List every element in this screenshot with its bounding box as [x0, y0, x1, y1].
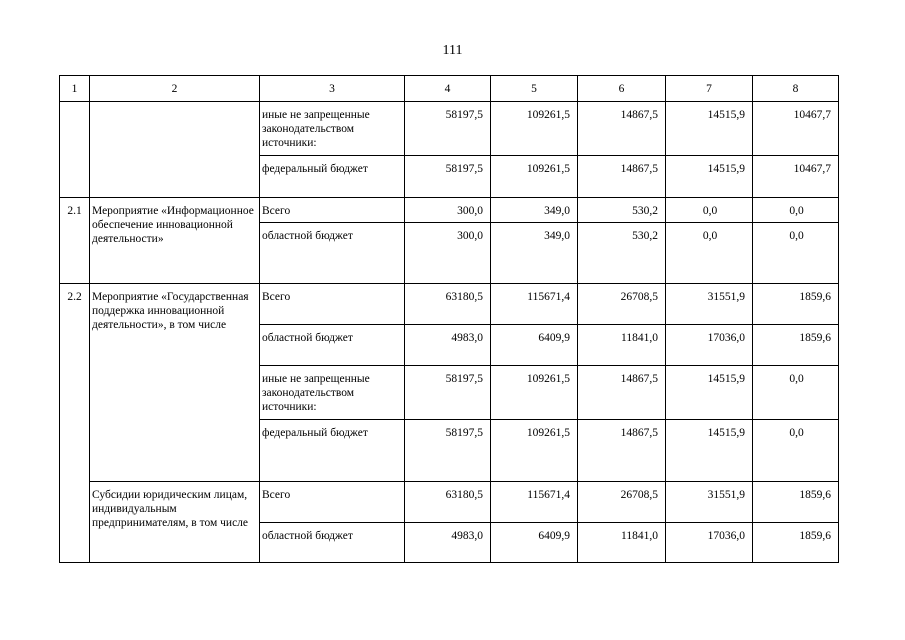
value-cell: 14867,5: [578, 156, 666, 198]
source-label: областной бюджет: [260, 325, 405, 366]
event-cell: Мероприятие «Государственная поддержка инновационной деятельности», в том числе: [90, 284, 260, 482]
page-number: 111: [442, 43, 463, 58]
value-cell: 1859,6: [753, 325, 839, 366]
source-label: областной бюджет: [260, 523, 405, 563]
value-cell: 6409,9: [491, 523, 578, 563]
column-header: 2: [90, 76, 260, 102]
value-cell: 0,0: [753, 420, 839, 482]
value-cell: 109261,5: [491, 102, 578, 156]
table-row: [60, 102, 839, 156]
value-cell: 1859,6: [753, 523, 839, 563]
value-cell: 109261,5: [491, 366, 578, 420]
column-header: 7: [666, 76, 753, 102]
source-label: областной бюджет: [260, 223, 405, 284]
budget-table: [59, 75, 839, 563]
value-cell: 14867,5: [578, 366, 666, 420]
value-cell: 109261,5: [491, 156, 578, 198]
source-label: федеральный бюджет: [260, 420, 405, 482]
value-cell: 63180,5: [405, 482, 491, 523]
value-cell: 11841,0: [578, 325, 666, 366]
value-cell: 10467,7: [753, 156, 839, 198]
column-header: 5: [491, 76, 578, 102]
value-cell: 0,0: [753, 198, 839, 223]
value-cell: 1859,6: [753, 284, 839, 325]
value-cell: 58197,5: [405, 102, 491, 156]
row-number-cell: 2.2: [60, 284, 90, 563]
value-cell: 115671,4: [491, 284, 578, 325]
table-row: [60, 482, 839, 523]
value-cell: 349,0: [491, 223, 578, 284]
source-label: иные не запрещенные законодательством источники:: [260, 366, 405, 420]
event-cell: [90, 102, 260, 198]
value-cell: 58197,5: [405, 156, 491, 198]
value-cell: 14867,5: [578, 420, 666, 482]
value-cell: 14515,9: [666, 366, 753, 420]
value-cell: 14515,9: [666, 156, 753, 198]
value-cell: 63180,5: [405, 284, 491, 325]
row-number-cell: 2.1: [60, 198, 90, 284]
column-header: 4: [405, 76, 491, 102]
value-cell: 14515,9: [666, 420, 753, 482]
table-row: [60, 198, 839, 223]
value-cell: 17036,0: [666, 523, 753, 563]
value-cell: 109261,5: [491, 420, 578, 482]
value-cell: 300,0: [405, 198, 491, 223]
value-cell: 10467,7: [753, 102, 839, 156]
value-cell: 0,0: [666, 223, 753, 284]
value-cell: 530,2: [578, 198, 666, 223]
column-header: 6: [578, 76, 666, 102]
value-cell: 300,0: [405, 223, 491, 284]
value-cell: 4983,0: [405, 523, 491, 563]
column-header: 1: [60, 76, 90, 102]
value-cell: 31551,9: [666, 482, 753, 523]
value-cell: 14515,9: [666, 102, 753, 156]
value-cell: 31551,9: [666, 284, 753, 325]
table-row: [60, 284, 839, 325]
value-cell: 0,0: [753, 223, 839, 284]
column-header: 8: [753, 76, 839, 102]
source-label: Всего: [260, 198, 405, 223]
source-label: иные не запрещенные законодательством источники:: [260, 102, 405, 156]
value-cell: 11841,0: [578, 523, 666, 563]
source-label: федеральный бюджет: [260, 156, 405, 198]
value-cell: 1859,6: [753, 482, 839, 523]
header-row: [60, 76, 839, 102]
value-cell: 26708,5: [578, 284, 666, 325]
value-cell: 58197,5: [405, 420, 491, 482]
source-label: Всего: [260, 284, 405, 325]
value-cell: 0,0: [753, 366, 839, 420]
event-cell: Субсидии юридическим лицам, индивидуальным предпринимателям, в том числе: [90, 482, 260, 563]
value-cell: 6409,9: [491, 325, 578, 366]
column-header: 3: [260, 76, 405, 102]
row-number-cell: [60, 102, 90, 198]
value-cell: 14867,5: [578, 102, 666, 156]
value-cell: 58197,5: [405, 366, 491, 420]
value-cell: 530,2: [578, 223, 666, 284]
event-cell: Мероприятие «Информационное обеспечение инновационной деятельности»: [90, 198, 260, 284]
value-cell: 26708,5: [578, 482, 666, 523]
value-cell: 0,0: [666, 198, 753, 223]
value-cell: 17036,0: [666, 325, 753, 366]
source-label: Всего: [260, 482, 405, 523]
value-cell: 115671,4: [491, 482, 578, 523]
value-cell: 349,0: [491, 198, 578, 223]
value-cell: 4983,0: [405, 325, 491, 366]
